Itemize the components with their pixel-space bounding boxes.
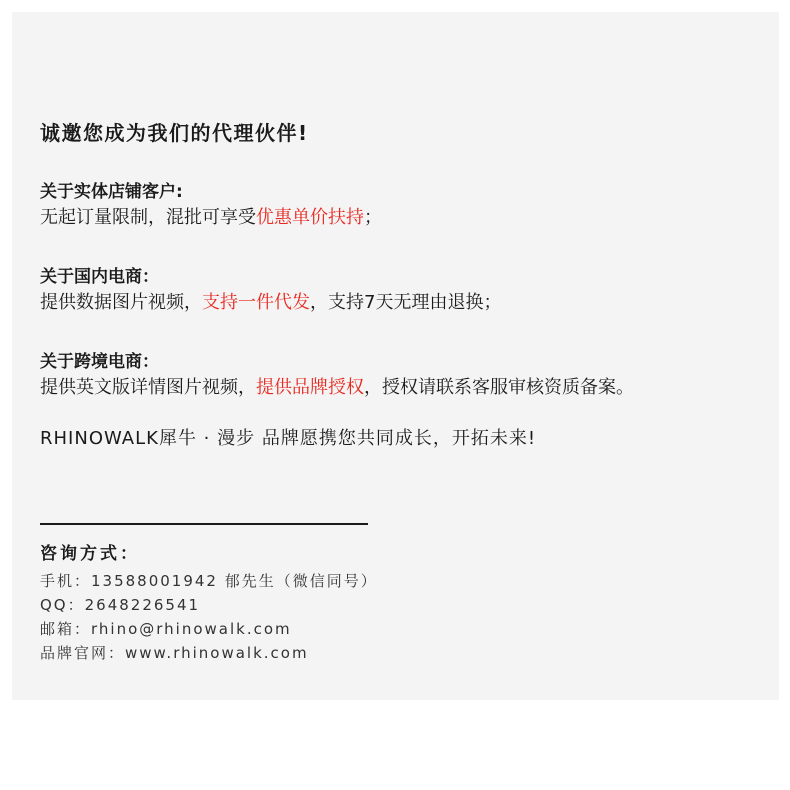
page-heading: 诚邀您成为我们的代理伙伴!	[40, 121, 309, 145]
section-body-crossborder-ecommerce	[40, 373, 634, 399]
section-title-domestic-ecommerce: 关于国内电商：	[40, 267, 159, 287]
section-body-domestic-ecommerce	[40, 288, 501, 314]
section-text: 提供数据图片视频，	[40, 292, 202, 313]
section-text: 提供英文版详情图片视频，	[40, 377, 256, 398]
section-title-retail: 关于实体店铺客户:	[40, 182, 183, 202]
contact-phone: 手机：13588001942 郁先生（微信同号）	[40, 572, 378, 590]
section-title-crossborder-ecommerce: 关于跨境电商：	[40, 352, 159, 372]
section-text: ，授权请联系客服审核资质备案。	[364, 377, 634, 398]
section-text: 无起订量限制，混批可享受	[40, 207, 256, 228]
divider	[40, 523, 368, 525]
contact-email: 邮箱：rhino@rhinowalk.com	[40, 620, 292, 638]
section-highlight: 优惠单价扶持	[256, 207, 364, 228]
section-highlight: 支持一件代发	[202, 292, 310, 313]
section-body-retail	[40, 203, 382, 229]
section-text: ；	[364, 207, 382, 228]
section-highlight: 提供品牌授权	[256, 377, 364, 398]
brand-slogan: RHINOWALK犀牛 · 漫步 品牌愿携您共同成长，开拓未来!	[40, 428, 537, 449]
contact-website: 品牌官网：www.rhinowalk.com	[40, 644, 309, 662]
section-text: ，支持7天无理由退换；	[310, 292, 502, 313]
contact-qq: QQ：2648226541	[40, 596, 201, 614]
contact-title: 咨询方式：	[40, 544, 140, 564]
